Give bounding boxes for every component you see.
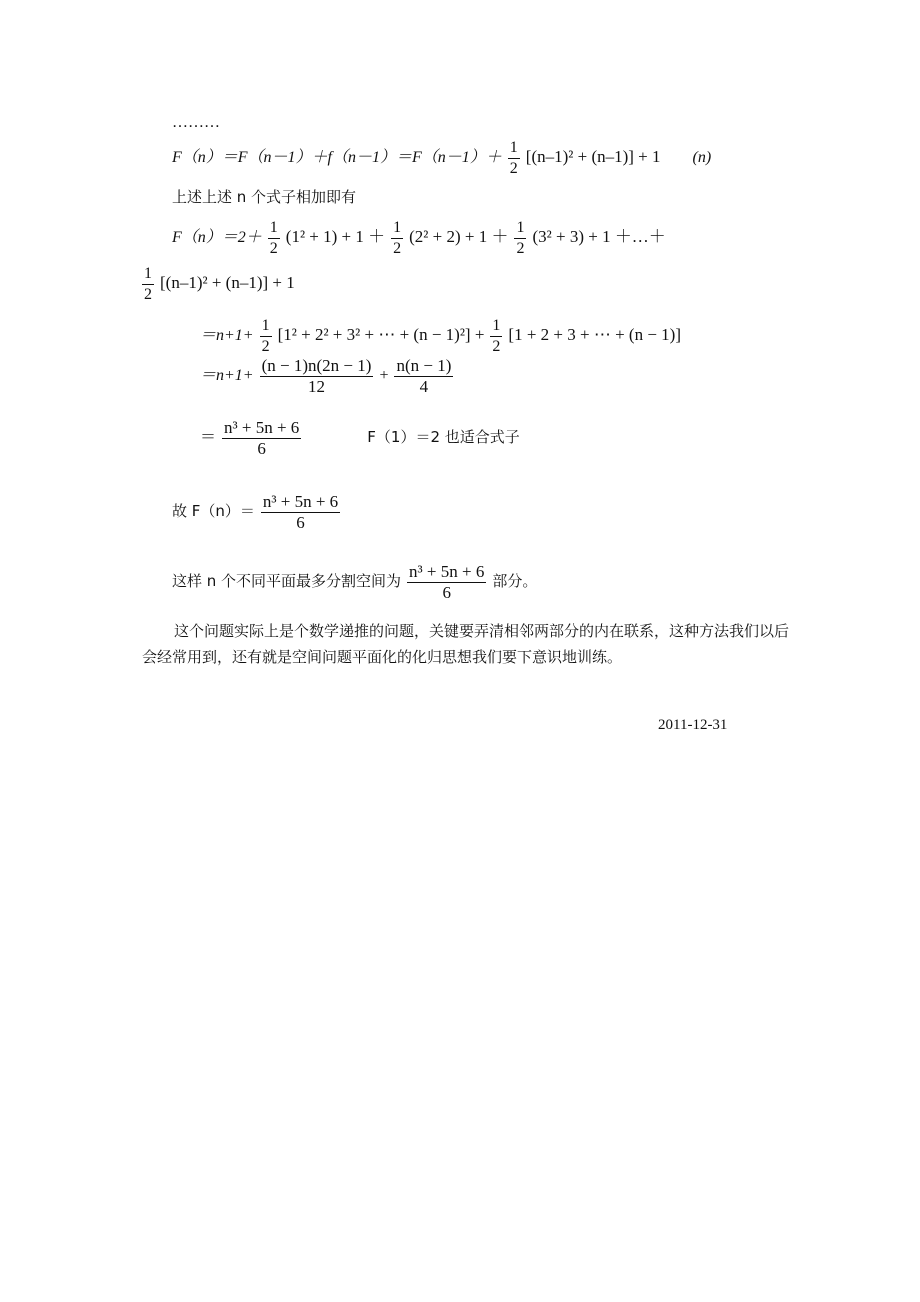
conclusion-num: n³ + 5n + 6 bbox=[262, 492, 339, 511]
fraction-term-2 bbox=[394, 356, 453, 397]
half-num: 1 bbox=[142, 264, 154, 285]
half-num: 1 bbox=[268, 218, 280, 239]
fraction-term-1-num: (n − 1)n(2n − 1) bbox=[261, 356, 372, 375]
sum-intro: 上述上述 n 个式子相加即有 bbox=[172, 188, 357, 206]
step-2 bbox=[200, 356, 455, 397]
recurrence-rest: [(n–1)² + (n–1)] + 1 bbox=[525, 147, 661, 167]
sum-term-1: (1² + 1) + 1 ＋ bbox=[285, 227, 386, 247]
result-den: 6 bbox=[257, 439, 266, 458]
half-num: 1 bbox=[514, 218, 526, 239]
sum-line-2 bbox=[140, 264, 295, 305]
half-fraction bbox=[268, 218, 280, 259]
recurrence-tag: (n) bbox=[692, 149, 712, 167]
planes-num: n³ + 5n + 6 bbox=[409, 562, 485, 581]
half-fraction bbox=[142, 264, 154, 305]
planes-fraction bbox=[407, 562, 486, 603]
sum-lhs: F（n）＝2＋ bbox=[172, 229, 262, 247]
half-den: 2 bbox=[261, 338, 270, 355]
summary-paragraph: 这个问题实际上是个数学递推的问题，关键要弄清相邻两部分的内在联系，这种方法我们以后会经常用到，还有就是空间问题平面化的化归思想我们要下意识地训练。 bbox=[142, 622, 790, 666]
half-den: 2 bbox=[269, 240, 278, 257]
half-den: 2 bbox=[509, 160, 518, 177]
plus-sign: + bbox=[379, 367, 389, 385]
step-2-prefix: ＝n+1+ bbox=[200, 367, 254, 385]
step-1-bracket-1: [1² + 2² + 3² + ⋯ + (n − 1)²] + bbox=[277, 325, 485, 345]
fraction-term-2-num: n(n − 1) bbox=[396, 356, 452, 375]
half-fraction bbox=[514, 218, 526, 259]
step-1 bbox=[200, 316, 681, 357]
sum-line-2-text: [(n–1)² + (n–1)] + 1 bbox=[160, 273, 295, 293]
conclusion-fraction bbox=[261, 492, 340, 533]
step-1-bracket-2: [1 + 2 + 3 + ⋯ + (n − 1)] bbox=[508, 325, 682, 345]
half-fraction bbox=[508, 138, 520, 179]
sum-term-2: (2² + 2) + 1 ＋ bbox=[409, 227, 509, 247]
planes-after: 部分。 bbox=[492, 572, 538, 591]
sum-term-3: (3² + 3) + 1 ＋…＋ bbox=[532, 227, 666, 247]
half-fraction bbox=[260, 316, 272, 357]
half-den: 2 bbox=[492, 338, 501, 355]
fraction-term-1-den: 12 bbox=[308, 377, 326, 396]
result-fraction bbox=[222, 418, 301, 459]
planes-statement bbox=[172, 562, 537, 603]
half-den: 2 bbox=[144, 286, 152, 303]
conclusion-prefix: 故 F（n）＝ bbox=[172, 502, 255, 521]
half-num: 1 bbox=[260, 316, 272, 337]
ellipsis-line bbox=[172, 112, 220, 134]
step-3 bbox=[200, 418, 520, 459]
recurrence-formula bbox=[172, 138, 711, 179]
base-case-note: F（1）＝2 也适合式子 bbox=[367, 428, 520, 447]
date-stamp: 2011-12-31 bbox=[658, 717, 728, 733]
planes-before: 这样 n 个不同平面最多分割空间为 bbox=[172, 572, 402, 591]
half-fraction bbox=[490, 316, 502, 357]
step-1-prefix: ＝n+1+ bbox=[200, 327, 254, 345]
recurrence-lhs: F（n）＝F（n－1）＋f（n－1）＝F（n－1）＋ bbox=[172, 149, 502, 167]
half-num: 1 bbox=[490, 316, 502, 337]
half-num: 1 bbox=[391, 218, 403, 239]
ellipsis: ……… bbox=[172, 114, 220, 131]
fraction-term-1 bbox=[260, 356, 374, 397]
sum-line-1 bbox=[172, 218, 666, 259]
fraction-term-2-den: 4 bbox=[419, 377, 429, 396]
result-num: n³ + 5n + 6 bbox=[224, 418, 300, 437]
half-num: 1 bbox=[508, 138, 520, 159]
planes-den: 6 bbox=[442, 583, 451, 602]
step-3-prefix: ＝ bbox=[200, 429, 217, 447]
half-den: 2 bbox=[516, 240, 525, 257]
conclusion-den: 6 bbox=[296, 513, 305, 532]
half-fraction bbox=[391, 218, 403, 259]
conclusion bbox=[172, 492, 342, 533]
half-den: 2 bbox=[393, 240, 402, 257]
